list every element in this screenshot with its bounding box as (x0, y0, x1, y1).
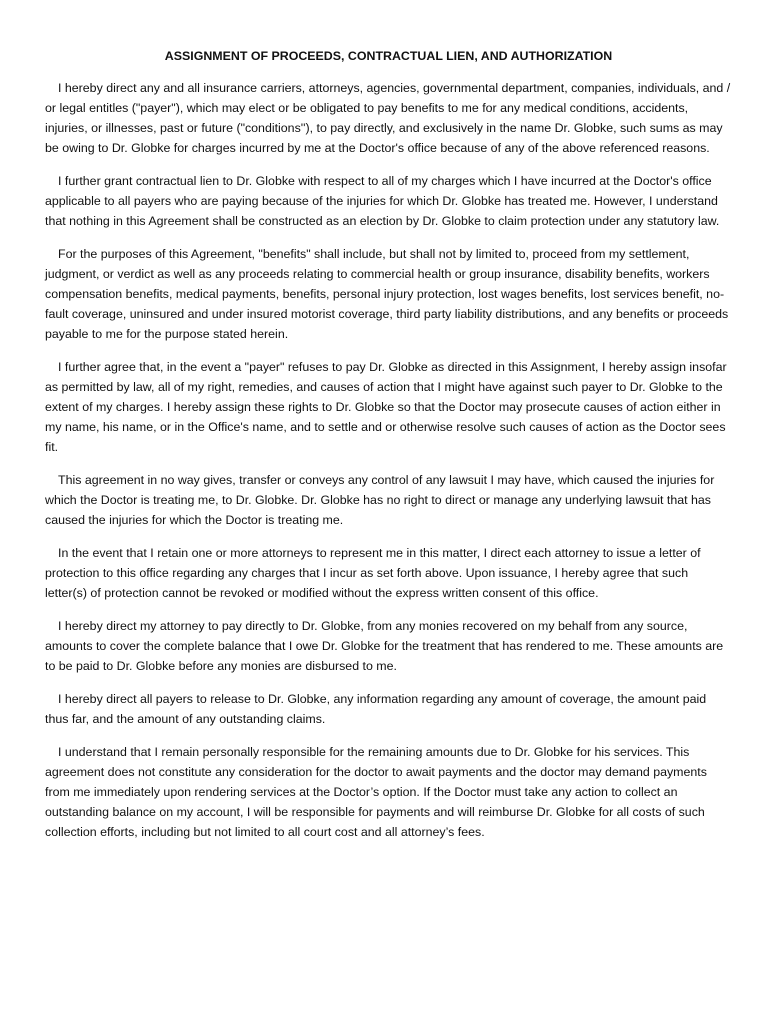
paragraph-attorney-payment: I hereby direct my attorney to pay directly to Dr. Globke, from any monies recovered on my behalf from any source, amounts to cover the complete balance that I owe Dr. Globke for the treatment that has rendered to me. These amounts are to be paid to Dr. Globke before any monies are disbursed to me. (45, 619, 724, 673)
paragraph-assignment-of-proceeds: I hereby direct any and all insurance carriers, attorneys, agencies, governmental department, companies, individuals, and / or legal entitles ("payer"), which may elect or be obligated to pay benefits to me for any medical conditions, accidents, injuries, or illnesses, past or future ("conditions''), to pay directly, and exclusively in the name Dr. Globke, such sums as may be owing to Dr. Globke for charges incurred by me at the Doctor's office because of any of the above referenced reasons. (45, 81, 731, 155)
paragraph-assignment-of-rights: I further agree that, in the event a "payer" refuses to pay Dr. Globke as directed in this Assignment, I hereby assign insofar as permitted by law, all of my right, remedies, and causes of action that I might have against such payer to Dr. Globke to the extent of my charges. I hereby assign these rights to Dr. Globke so that the Doctor may prosecute causes of action either in my name, his name, or in the Office's name, and to settle and or otherwise resolve such causes of action as the Doctor sees fit. (45, 360, 727, 454)
paragraph-personal-responsibility: I understand that I remain personally responsible for the remaining amounts due to Dr. Globke for his services. This agreement does not constitute any consideration for the doctor to await payments and the doctor may demand payments from me immediately upon rendering services at the Doctor’s option. If the Doctor must take any action to collect an outstanding balance on my account, I will be responsible for payments and will reimburse Dr. Globke for all costs of such collection efforts, including but not limited to all court cost and all attorney’s fees. (45, 745, 707, 839)
paragraph-benefits-definition: For the purposes of this Agreement, "benefits" shall include, but shall not by limited to, proceed from my settlement, judgment, or verdict as well as any proceeds relating to commercial health or group insurance, disability benefits, workers compensation benefits, medical payments, benefits, personal injury protection, lost wages benefits, lost services benefit, no-fault coverage, uninsured and under insured motorist coverage, third party liability distributions, and any benefits or proceeds payable to me for the purpose stated herein. (45, 247, 729, 341)
paragraph-letter-of-protection: In the event that I retain one or more attorneys to represent me in this matter, I direct each attorney to issue a letter of protection to this office regarding any charges that I incur as set forth above. Upon issuance, I hereby agree that such letter(s) of protection cannot be revoked or modified without the express written consent of this office. (45, 546, 701, 600)
paragraph-lawsuit-control: This agreement in no way gives, transfer or conveys any control of any lawsuit I may have, which caused the injuries for which the Doctor is treating me, to Dr. Globke. Dr. Globke has no right to direct or manage any underlying lawsuit that has caused the injuries for which the Doctor is treating me. (45, 473, 715, 527)
paragraph-contractual-lien: I further grant contractual lien to Dr. Globke with respect to all of my charges which I have incurred at the Doctor's office applicable to all payers who are paying because of the injuries for which Dr. Globke has treated me. However, I understand that nothing in this Agreement shall be constructed as an election by Dr. Globke to claim protection under any statutory law. (45, 174, 720, 228)
paragraph-information-release: I hereby direct all payers to release to Dr. Globke, any information regarding any amount of coverage, the amount paid thus far, and the amount of any outstanding claims. (45, 692, 707, 726)
document-title: ASSIGNMENT OF PROCEEDS, CONTRACTUAL LIEN, AND AUTHORIZATION (164, 49, 613, 63)
